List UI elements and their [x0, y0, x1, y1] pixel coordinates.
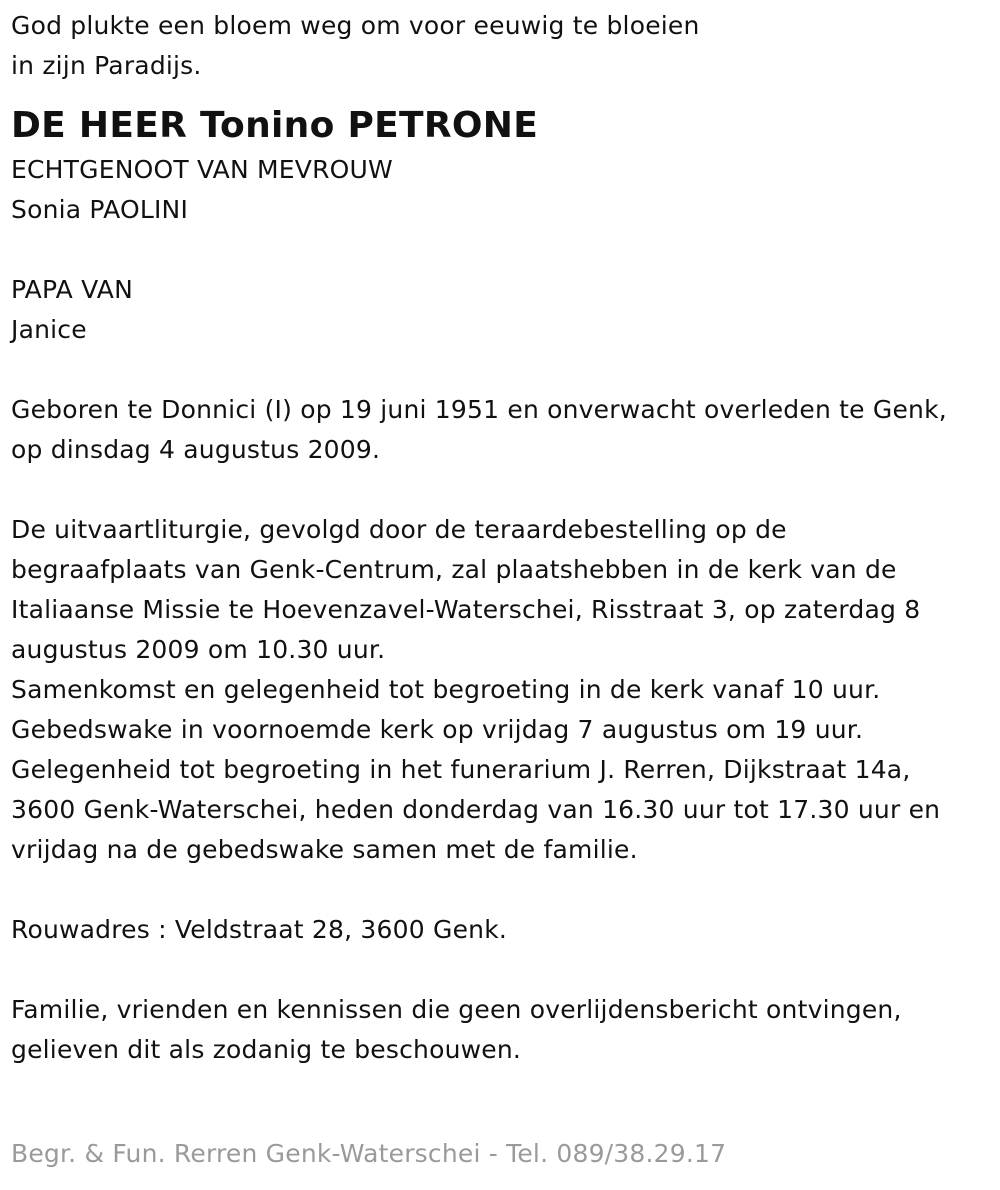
mourning-address: Rouwadres : Veldstraat 28, 3600 Genk.	[11, 915, 508, 944]
ceremony-line: begraafplaats van Genk-Centrum, zal plaatshebben in de kerk van de	[11, 555, 897, 584]
notice-line-2: gelieven dit als zodanig te beschouwen.	[11, 1035, 522, 1064]
child-label: PAPA VAN	[11, 275, 134, 304]
ceremony-line: De uitvaartliturgie, gevolgd door de teraardebestelling op de	[11, 515, 787, 544]
ceremony-line: 3600 Genk-Waterschei, heden donderdag van 16.30 uur tot 17.30 uur en	[11, 795, 941, 824]
obituary-notice	[11, 6, 991, 1070]
ceremony-line: Gebedswake in voornoemde kerk op vrijdag 7 augustus om 19 uur.	[11, 715, 864, 744]
deceased-name: DE HEER Tonino PETRONE	[11, 105, 539, 146]
motto-line-1: God plukte een bloem weg om voor eeuwig te bloeien	[11, 11, 700, 40]
spacer	[11, 350, 991, 390]
spacer	[11, 230, 991, 270]
motto-line-2: in zijn Paradijs.	[11, 51, 202, 80]
spacer	[11, 950, 991, 990]
ceremony-line: Gelegenheid tot begroeting in het funerarium J. Rerren, Dijkstraat 14a,	[11, 755, 911, 784]
ceremony-line: Italiaanse Missie te Hoevenzavel-Waterschei, Risstraat 3, op zaterdag 8	[11, 595, 921, 624]
ceremony-line: augustus 2009 om 10.30 uur.	[11, 635, 386, 664]
birth-death-line-2: op dinsdag 4 augustus 2009.	[11, 435, 381, 464]
spouse-label: ECHTGENOOT VAN MEVROUW	[11, 155, 393, 184]
ceremony-line: vrijdag na de gebedswake samen met de familie.	[11, 835, 638, 864]
birth-death-line-1: Geboren te Donnici (I) op 19 juni 1951 en onverwacht overleden te Genk,	[11, 395, 947, 424]
spacer	[11, 470, 991, 510]
spacer	[11, 870, 991, 910]
ceremony-line: Samenkomst en gelegenheid tot begroeting in de kerk vanaf 10 uur.	[11, 675, 881, 704]
notice-line-1: Familie, vrienden en kennissen die geen overlijdensbericht ontvingen,	[11, 995, 902, 1024]
child-name: Janice	[11, 315, 87, 344]
funeral-home-footer: Begr. & Fun. Rerren Genk-Waterschei - Tel. 089/38.29.17	[11, 1139, 727, 1168]
spouse-name: Sonia PAOLINI	[11, 195, 189, 224]
